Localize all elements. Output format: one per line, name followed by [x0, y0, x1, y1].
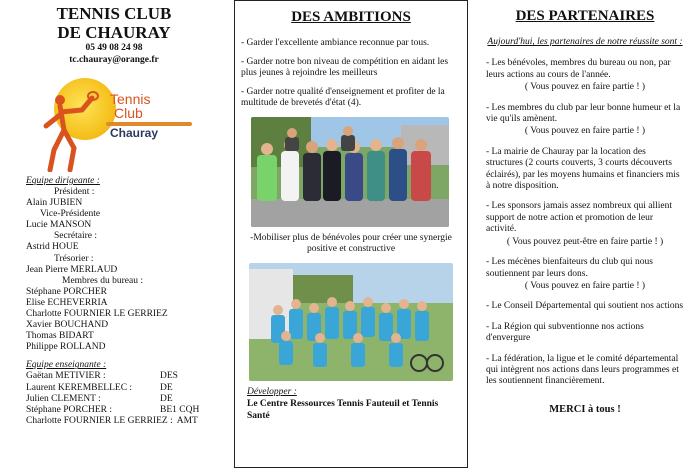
partners-heading: DES PARTENAIRES	[515, 8, 655, 24]
direction-line: Président :	[54, 187, 95, 197]
ambitions-list	[241, 38, 461, 110]
partners-list	[486, 58, 684, 387]
teacher-qualification: BE1 CQH	[160, 404, 200, 415]
partner-item: - La fédération, la ligue et le comité départemental qui intègrent nos actions dans leurs programmes et les soutiennent financièrement.	[486, 353, 679, 387]
partner-note: ( Vous pouvez en faire partie ! )	[524, 82, 646, 93]
partner-item: - Les mécènes bienfaiteurs du club qui nous soutiennent par leurs dons.	[486, 257, 653, 279]
group-photo-large	[249, 263, 453, 381]
direction-list	[26, 187, 228, 353]
teacher-row	[26, 405, 228, 416]
ambitions-column	[234, 0, 468, 468]
partner-note: ( Vous pouvez en faire partie ! )	[524, 280, 646, 291]
partner-item: - La Région qui subventionne nos actions d'envergure	[486, 321, 644, 344]
tennis-player-icon	[40, 90, 100, 172]
partner-item: - Les membres du club par leur bonne humeur et la vie qu'ils amènent.	[486, 102, 681, 125]
direction-heading: Equipe dirigeante :	[26, 176, 100, 186]
ambition-item: - Garder notre bon niveau de compétition en aidant les plus jeunes à rejoindre les meilleurs	[241, 56, 449, 78]
develop-text: Le Centre Ressources Tennis Fauteuil et Tennis Santé	[247, 399, 439, 421]
partners-intro: Aujourd'hui, les partenaires de notre réussite sont :	[487, 37, 683, 47]
direction-line: Alain JUBIEN	[26, 198, 83, 209]
teacher-row	[26, 383, 228, 394]
group-photo-small	[251, 117, 449, 227]
partners-column	[476, 0, 690, 473]
club-logo	[26, 72, 228, 172]
direction-line: Vice-Présidente	[40, 209, 101, 220]
left-column	[0, 0, 228, 473]
ambition-item: - Garder l'excellente ambiance reconnue par tous.	[241, 38, 430, 48]
teacher-qualification: AMT	[176, 415, 198, 426]
direction-line: Jean Pierre MERLAUD	[26, 264, 118, 275]
teacher-name: Stéphane PORCHER :	[26, 404, 113, 415]
ambitions-heading: DES AMBITIONS	[291, 9, 411, 25]
develop-heading: Développer :	[247, 386, 297, 397]
club-phone: 05 49 08 24 98	[85, 43, 143, 53]
teacher-row	[26, 394, 228, 405]
direction-line: Lucie MANSON	[26, 220, 92, 231]
direction-line: Astrid HOUE	[26, 242, 79, 253]
direction-line: Membres du bureau :	[62, 275, 143, 286]
thanks-text: MERCI à tous !	[549, 403, 621, 415]
partner-note: ( Vous pouvez en faire partie ! )	[524, 126, 646, 137]
teaching-list	[26, 371, 228, 426]
teacher-qualification: DES	[160, 371, 178, 382]
teacher-row	[26, 371, 228, 382]
teacher-qualification: DE	[160, 382, 173, 393]
teacher-name: Gaëtan METIVIER :	[26, 371, 106, 382]
partner-item: - Le Conseil Départemental qui soutient nos actions	[486, 301, 684, 312]
direction-line: Charlotte FOURNIER LE GERRIEZ	[26, 309, 168, 320]
teacher-name: Laurent KEREMBELLEC :	[26, 382, 133, 393]
logo-text: Tennis Club Chauray	[110, 91, 159, 140]
partner-item: - Les bénévoles, membres du bureau ou non, par leurs actions au cours de l'année.	[486, 58, 671, 80]
direction-line: Thomas BIDART	[26, 331, 94, 342]
teaching-heading: Equipe enseignante :	[26, 360, 107, 371]
teacher-name: Julien CLEMENT :	[26, 393, 101, 404]
direction-line: Xavier BOUCHAND	[26, 320, 109, 331]
direction-line: Secrétaire :	[54, 231, 97, 242]
club-email: tc.chauray@orange.fr	[69, 55, 159, 65]
ambition-item: - Garder notre qualité d'enseignement et profiter de la multitude de brevetés d'état (4).	[241, 86, 445, 108]
club-title: TENNIS CLUB DE CHAURAY	[56, 4, 172, 42]
direction-line: Trésorier :	[54, 253, 94, 264]
direction-line: Philippe ROLLAND	[26, 342, 106, 353]
direction-line: Stéphane PORCHER	[26, 286, 108, 297]
teacher-qualification: DE	[160, 393, 173, 404]
direction-line: Elise ECHEVERRIA	[26, 297, 108, 308]
partner-note: ( Vous pouvez peut-être en faire partie ! )	[506, 236, 664, 247]
mobilize-text: -Mobiliser plus de bénévoles pour créer une synergie positive et constructive	[250, 232, 452, 254]
partner-item: - Les sponsors jamais assez nombreux qui allient support de notre action et promotion de leur activité.	[486, 201, 673, 235]
teacher-name: Charlotte FOURNIER LE GERRIEZ :	[26, 415, 173, 426]
teacher-row	[26, 416, 228, 427]
partner-item: - La mairie de Chauray par la location des structures (2 courts couverts, 3 courts découverts éclairés), par les moyens humains et financiers mis à notre disposition.	[486, 146, 680, 192]
